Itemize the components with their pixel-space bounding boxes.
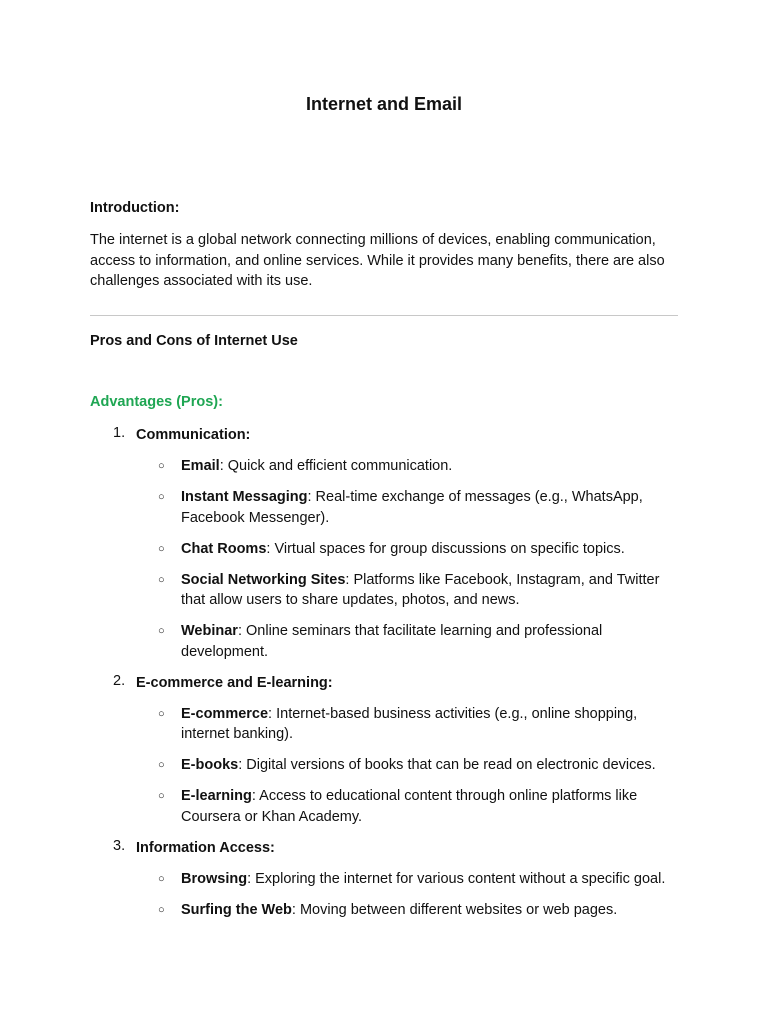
intro-paragraph: The internet is a global network connecting millions of devices, enabling communication, access to information, and online services. While it provides many benefits, there are also challenges associated with its use. [90,232,665,289]
list-item-term: E-commerce [181,705,269,722]
list-item [90,570,690,611]
list-item-term: Social Networking Sites [181,571,346,588]
hollow-circle-bullet-icon: ○ [158,542,165,555]
list-item [90,755,690,776]
list-item [90,456,690,477]
hollow-circle-bullet-icon: ○ [158,491,165,503]
list-item-description: : Exploring the internet for various content without a specific goal. [247,870,666,887]
hollow-circle-bullet-icon: ○ [158,707,165,720]
list-item-description: : Quick and efficient communication. [219,458,453,474]
pros-heading: Advantages (Pros): [90,394,223,410]
pros-item-label: Communication: [136,427,251,443]
list-item-term: E-learning [181,788,252,804]
list-item [90,704,690,745]
pros-list [90,425,690,931]
list-item-term: Surfing the Web [181,901,292,918]
list-item-description: : Real-time exchange of messages (e.g., WhatsApp, Facebook Messenger). [181,489,643,526]
list-item [90,900,690,921]
list-item [90,621,690,662]
pros-item-label: Information Access: [136,839,275,856]
pros-item [90,425,690,662]
list-item [90,786,690,827]
list-item-description: : Internet-based business activities (e.g., online shopping, internet banking). [181,705,638,742]
list-item [90,869,690,890]
page-title: Internet and Email [305,94,463,114]
horizontal-divider [90,315,678,316]
list-item-term: Email [181,458,220,474]
sub-list [90,869,690,921]
hollow-circle-bullet-icon: ○ [158,460,165,472]
hollow-circle-bullet-icon: ○ [158,790,165,802]
hollow-circle-bullet-icon: ○ [158,903,165,916]
hollow-circle-bullet-icon: ○ [158,759,165,771]
intro-heading: Introduction: [90,200,180,216]
hollow-circle-bullet-icon: ○ [158,573,165,586]
hollow-circle-bullet-icon: ○ [158,625,165,637]
pros-item [90,838,690,921]
list-number: 2. [113,672,126,689]
list-item-term: Chat Rooms [181,540,267,557]
list-item-description: : Virtual spaces for group discussions on specific topics. [266,540,625,557]
list-item-description: : Digital versions of books that can be read on electronic devices. [238,757,656,773]
section-heading: Pros and Cons of Internet Use [90,333,298,349]
list-item-description: : Access to educational content through online platforms like Coursera or Khan Academy. [181,788,638,825]
list-item-term: Webinar [181,623,238,639]
sub-list [90,456,690,662]
list-item-term: Browsing [181,870,248,887]
list-item [90,539,690,560]
pros-item [90,673,690,828]
list-item-term: Instant Messaging [181,489,308,505]
list-number: 1. [113,425,126,441]
list-number: 3. [113,837,126,854]
list-item-term: E-books [181,757,239,773]
list-item [90,487,690,528]
pros-item-label: E-commerce and E-learning: [136,674,333,691]
hollow-circle-bullet-icon: ○ [158,872,165,885]
list-item-description: : Moving between different websites or web pages. [291,901,618,918]
list-item-description: : Online seminars that facilitate learning and professional development. [181,623,603,660]
list-item-description: : Platforms like Facebook, Instagram, and Twitter that allow users to share updates, photos, and news. [181,571,660,608]
sub-list [90,704,690,828]
